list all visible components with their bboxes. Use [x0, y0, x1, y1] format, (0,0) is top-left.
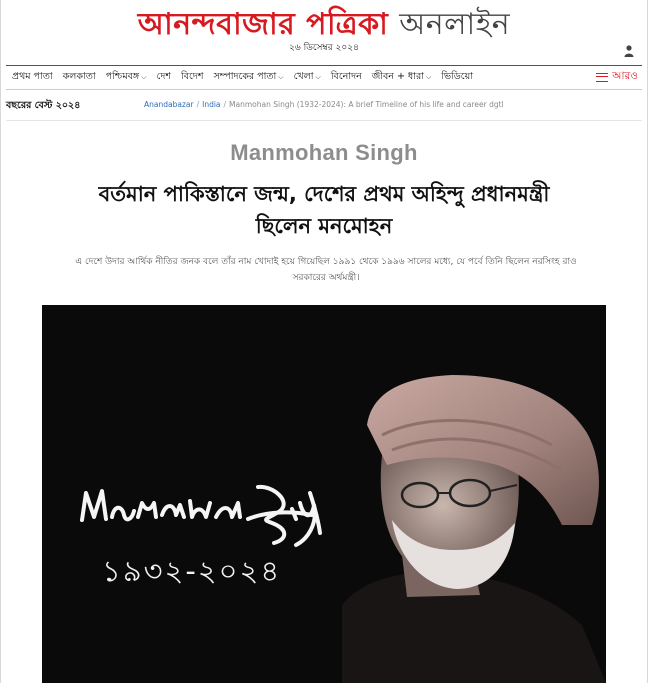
nav-item-sports[interactable] — [288, 70, 325, 85]
headline-line: ছিলেন মনমোহন — [255, 214, 393, 238]
chevron-down-icon: ⌵ — [315, 73, 321, 81]
hero-image — [42, 305, 606, 683]
portrait-illustration — [42, 305, 606, 683]
nav-item-label: বিনোদন — [330, 71, 362, 82]
chevron-down-icon: ⌵ — [141, 73, 147, 81]
nav-item-video[interactable] — [435, 70, 477, 85]
nav-item-world[interactable] — [175, 70, 207, 85]
nav-item-editorial[interactable] — [207, 70, 287, 85]
hamburger-menu-icon — [596, 73, 608, 82]
nav-item-label: বিদেশ — [181, 71, 204, 82]
sub-bar — [6, 98, 642, 114]
user-account-icon[interactable] — [624, 45, 634, 57]
breadcrumb-separator: / — [196, 100, 200, 109]
headline-line: বর্তমান পাকিস্তানে জন্ম, দেশের প্রথম অহিন্দু প্রধানমন্ত্রী — [98, 182, 550, 206]
nav-item-west-bengal[interactable] — [100, 70, 151, 85]
nav-item-kolkata[interactable] — [57, 70, 100, 85]
nav-item-label: পশ্চিমবঙ্গ — [105, 71, 140, 82]
article-topic-tag[interactable]: Manmohan Singh — [230, 140, 418, 165]
article-headline — [40, 178, 608, 242]
chevron-down-icon: ⌵ — [278, 73, 284, 81]
nav-item-label: ভিডিয়ো — [441, 71, 473, 82]
nav-item-india[interactable] — [151, 70, 175, 85]
logo-text-primary: আনন্দবাজার পত্রিকা — [137, 7, 389, 42]
logo-text-secondary: অনলাইন — [399, 7, 511, 42]
nav-item-label: জীবন + ধারা — [371, 71, 424, 82]
summary-line: সরকারের অর্থমন্ত্রী। — [292, 273, 360, 283]
breadcrumb-home[interactable]: Anandabazar — [144, 100, 194, 109]
nav-item-label: দেশ — [156, 71, 171, 82]
current-date: ২৬ ডিসেম্বর ২০২৪ — [289, 43, 359, 53]
breadcrumb-current: Manmohan Singh (1932-2024): A brief Timeline of his life and career dgtl — [229, 100, 504, 109]
breadcrumb — [144, 100, 504, 109]
more-menu-button[interactable] — [596, 69, 642, 86]
nav-item-label: কলকাতা — [62, 71, 96, 82]
nav-item-label: প্রথম পাতা — [12, 71, 53, 82]
nav-item-lifestyle[interactable] — [366, 70, 436, 85]
nav-item-label: সম্পাদকের পাতা — [213, 71, 277, 82]
site-logo[interactable] — [138, 8, 510, 42]
best-of-year-link[interactable]: বছরের বেস্ট ২০২৪ — [6, 99, 81, 111]
nav-item-entertainment[interactable] — [325, 70, 366, 85]
summary-line: এ দেশে উদার আর্থিক নীতির জনক বলে তাঁর নাম খোদাই হয়ে গিয়েছিল ১৯৯১ থেকে ১৯৯৬ সালের মধ্যে, যে পর্বে তিনি ছিলেন নরসিংহ রাও — [75, 257, 577, 267]
lifespan-years: ১৯৩২-২০২৪ — [102, 554, 282, 588]
nav-item-label: খেলা — [293, 71, 314, 82]
article-summary — [46, 254, 606, 286]
breadcrumb-section[interactable]: India — [202, 100, 221, 109]
nav-item-home[interactable] — [6, 70, 57, 85]
chevron-down-icon: ⌵ — [425, 73, 432, 81]
breadcrumb-separator: / — [223, 100, 227, 109]
more-menu-label: আরও — [612, 70, 638, 82]
signature-graphic — [82, 487, 320, 545]
main-navigation — [6, 65, 642, 90]
divider — [6, 120, 642, 121]
